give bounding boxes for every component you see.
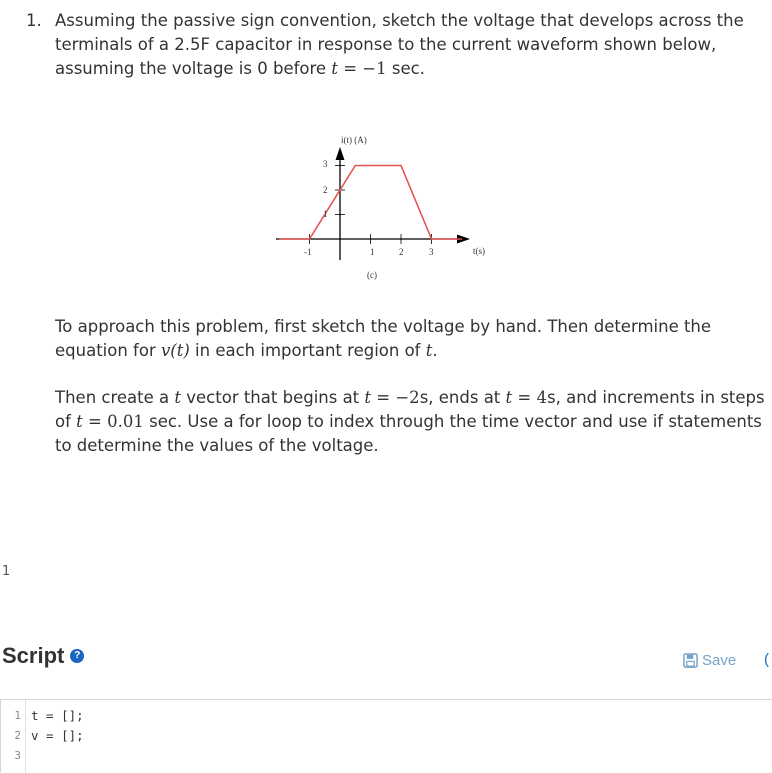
problem-number: 1. — [26, 11, 42, 30]
para1-math-t: t — [425, 341, 433, 360]
x-tick-label-2: 2 — [399, 247, 404, 257]
instruction-paragraph-1 — [55, 315, 765, 363]
para1-text-c: . — [432, 341, 438, 360]
current-waveform-line — [279, 166, 462, 240]
save-label: Save — [702, 652, 737, 669]
para1-text-b: in each important region of — [189, 341, 426, 360]
para1-text-a: To approach this problem, first sketch the voltage by hand. Then determine the equation for — [55, 317, 712, 360]
para2-text-b: vector that begins at — [181, 388, 365, 407]
para2-text-e: sec. Use a for loop to index through the time vector and use if statements to determine the values of the voltage. — [55, 412, 762, 455]
problem-math-t: t — [331, 59, 338, 78]
para2-text-d: s, and increments in steps of — [55, 388, 765, 431]
para2-t2: t — [364, 388, 372, 407]
x-tick-label-1: 1 — [370, 247, 375, 257]
y-tick-label-3: 3 — [323, 159, 328, 169]
script-heading — [2, 643, 84, 669]
truncated-control[interactable]: ( — [764, 651, 769, 668]
problem-text — [55, 9, 755, 81]
code-line[interactable] — [1, 745, 741, 766]
y-tick-label-1: 1 — [323, 209, 328, 219]
para1-math-vt: v(t) — [160, 341, 190, 360]
help-icon[interactable]: ? — [70, 649, 84, 663]
problem-math-eq: = −1 — [337, 59, 387, 78]
para2-text-a: Then create a — [55, 388, 175, 407]
y-tick-label-2: 2 — [323, 185, 328, 195]
x-tick-label-neg1: -1 — [304, 247, 312, 257]
x-axis-label: t(s) — [473, 246, 485, 256]
save-icon — [683, 653, 698, 668]
line-number: 1 — [14, 709, 21, 722]
code-line[interactable] — [1, 725, 741, 746]
para2-eq3: = 0.01 — [82, 412, 144, 431]
para2-text-c: s, ends at — [419, 388, 506, 407]
save-button[interactable] — [683, 652, 736, 669]
x-tick-label-3: 3 — [429, 247, 434, 257]
code-editor[interactable] — [0, 699, 772, 772]
problem-text-b: sec. — [386, 59, 425, 78]
para2-t1: t — [174, 388, 182, 407]
code-line[interactable] — [1, 705, 741, 726]
problem-text-a: Assuming the passive sign convention, sketch the voltage that develops across the terminals of a 2.5F capacitor in response to the current waveform shown below, assuming the voltage is 0 before — [55, 11, 744, 78]
para2-t3: t — [505, 388, 513, 407]
y-axis-label: i(t) (A) — [341, 135, 367, 145]
y-axis-arrow — [336, 147, 345, 160]
para2-eq2: = 4 — [512, 388, 547, 407]
axis-ticks — [310, 166, 432, 245]
current-waveform-figure — [276, 130, 496, 285]
line-number: 2 — [14, 729, 21, 742]
para2-t4: t — [76, 412, 83, 431]
line-number: 3 — [14, 749, 21, 762]
code-text[interactable]: v = []; — [31, 728, 84, 743]
page-number: 1 — [2, 564, 11, 579]
figure-caption: (c) — [367, 270, 377, 280]
code-text[interactable]: t = []; — [31, 708, 84, 723]
script-title: Script — [2, 643, 65, 668]
instruction-paragraph-2 — [55, 386, 765, 458]
para2-eq1: = −2 — [371, 388, 420, 407]
